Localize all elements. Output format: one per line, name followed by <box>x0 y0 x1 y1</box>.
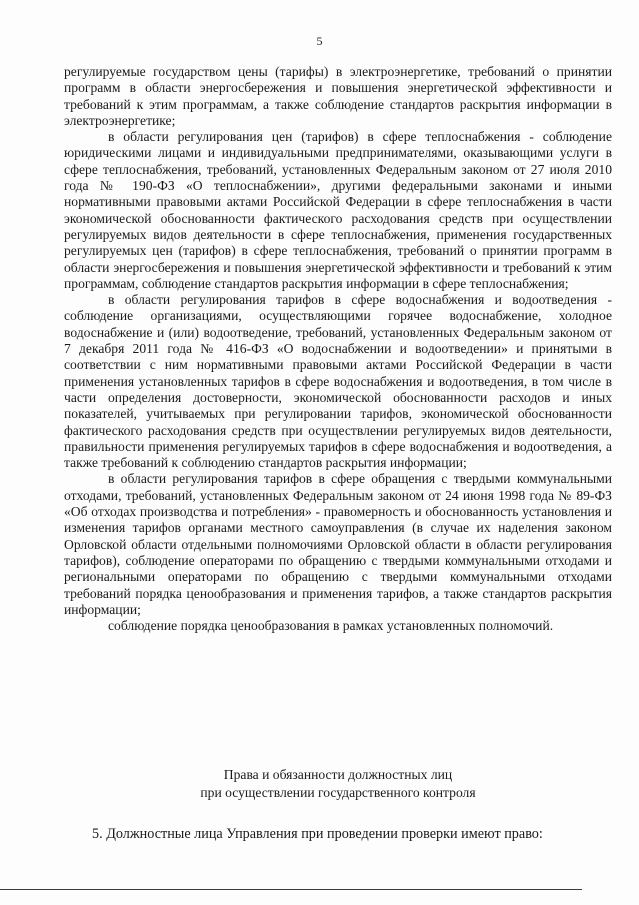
section-heading-line-2: при осуществлении государственного контроля <box>200 785 476 800</box>
paragraph-electricity-continued: регулируемые государством цены (тарифы) в электроэнергетике, требований о принятии программ в области энергосбережения и повышения энергетической эффективности и требований к этим программам, а также соблюдение стандартов раскрытия информации в электроэнергетике; <box>64 64 612 128</box>
section-heading-line-1: Права и обязанности должностных лиц <box>223 767 453 782</box>
paragraph-heat-supply: в области регулирования цен (тарифов) в сфере теплоснабжения - соблюдение юридическими лицами и индивидуальными предпринимателями, оказывающими услуги в сфере теплоснабжения, требований, установленных Федеральным законом от 27 июля 2010 года № 190-ФЗ «О теплоснабжении», другими федеральными законами и иными нормативными правовыми актами Российской Федерации в сфере теплоснабжения в части экономической обоснованности фактического расходования средств при осуществлении регулируемых видов деятельности в сфере теплоснабжения, применения государственных регулируемых цен (тарифов) в сфере теплоснабжения, требований о принятии программ в области энергосбережения и повышения энергетической эффективности и требований к этим программам, соблюдение стандартов раскрытия информации в сфере теплоснабжения; <box>64 129 612 291</box>
bottom-rule <box>0 889 582 890</box>
page-number: 5 <box>316 34 323 48</box>
paragraph-water-supply: в области регулирования тарифов в сфере водоснабжения и водоотведения - соблюдение организациями, осуществляющими горячее водоснабжение, холодное водоснабжение и (или) водоотведение, требований, установленных Федеральным законом от 7 декабря 2011 года № 416-ФЗ «О водоснабжении и водоотведении» и принятыми в соответствии с ним нормативными правовыми актами Российской Федерации в части применения установленных тарифов в сфере водоснабжения и водоотведения, в том числе в части определения достоверности, экономической обоснованности расходов и иных показателей, учитываемых при регулировании тарифов, экономической обоснованности фактического расходования средств при осуществлении регулируемых видов деятельности, правильности применения регулируемых тарифов в сфере водоснабжения и водоотведения, а также требований к соблюдению стандартов раскрытия информации; <box>64 292 612 471</box>
clause-5-text: 5. Должностные лица Управления при проведении проверки имеют право: <box>92 826 543 842</box>
section-heading <box>64 766 612 802</box>
body-text <box>64 64 612 634</box>
paragraph-pricing-order: соблюдение порядка ценообразования в рамках установленных полномочий. <box>108 618 554 634</box>
paragraph-solid-waste: в области регулирования тарифов в сфере обращения с твердыми коммунальными отходами, требований, установленных Федеральным законом от 24 июня 1998 года № 89-ФЗ «Об отходах производства и потребления» - правомерность и обоснованность установления и изменения тарифов органами местного самоуправления (в случае их наделения законом Орловской области отдельными полномочиями Орловской области в области регулирования тарифов), соблюдение операторами по обращению с твердыми коммунальными отходами и региональными операторами по обращению с твердыми коммунальными отходами требований порядка ценообразования и применения тарифов, а также стандартов раскрытия информации; <box>64 471 612 617</box>
